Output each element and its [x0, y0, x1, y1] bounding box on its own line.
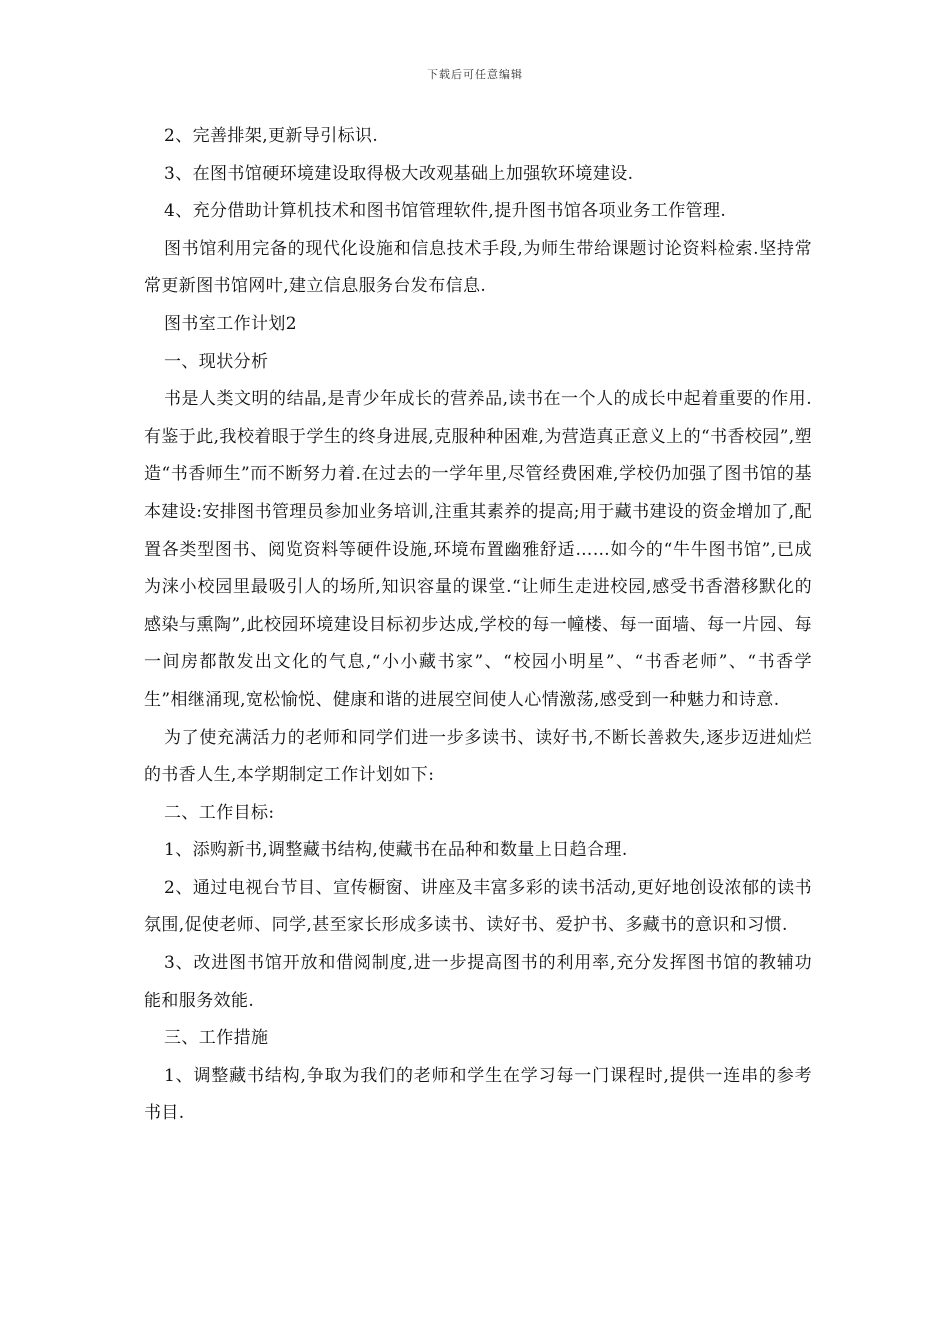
- paragraph-goal-1: 1、添购新书,调整藏书结构,使藏书在品种和数量上日趋合理.: [164, 840, 628, 861]
- paragraph-measure-1: 1、调整藏书结构,争取为我们的老师和学生在学习每一门课程时,提供一连串的参考书目.: [144, 1065, 812, 1124]
- paragraph-measure-3: 3、在图书馆硬环境建设取得极大改观基础上加强软环境建设.: [164, 163, 634, 184]
- heading-work-measures: 三、工作措施: [164, 1028, 269, 1049]
- section-title: 图书室工作计划2: [164, 313, 298, 334]
- heading-work-goals: 二、工作目标:: [164, 802, 275, 823]
- page-header: 下载后可任意编辑: [427, 68, 523, 81]
- paragraph-status-analysis: 书是人类文明的结晶,是青少年成长的营养品,读书在一个人的成长中起着重要的作用.有鉴于此,我校着眼于学生的终身进展,克服种种困难,为营造真正意义上的“书香校园”,塑造“书香师生”而不断努力着.在过去的一学年里,尽管经费困难,学校仍加强了图书馆的基本建设:安排图书管理员参加业务培训,注重其素养的提高;用于藏书建设的资金增加了,配置各类型图书、阅览资料等硬件设施,环境布置幽雅舒适……如今的“牛牛图书馆”,已成为涞小校园里最吸引人的场所,知识容量的课堂.“让师生走进校园,感受书香潜移默化的感染与熏陶”,此校园环境建设目标初步达成,学校的每一幢楼、每一面墙、每一片园、每一间房都散发出文化的气息,“小小藏书家”、“校园小明星”、“书香老师”、“书香学生”相继涌现,宽松愉悦、健康和谐的进展空间使人心情激荡,感受到一种魅力和诗意.: [144, 389, 812, 710]
- paragraph-library-services: 图书馆利用完备的现代化设施和信息技术手段,为师生带给课题讨论资料检索.坚持常常更新图书馆网叶,建立信息服务台发布信息.: [144, 238, 812, 297]
- paragraph-goal-2: 2、通过电视台节目、宣传橱窗、讲座及丰富多彩的读书活动,更好地创设浓郁的读书氛围,促使老师、同学,甚至家长形成多读书、读好书、爱护书、多藏书的意识和习惯.: [144, 877, 812, 936]
- paragraph-goal-3: 3、改进图书馆开放和借阅制度,进一步提高图书的利用率,充分发挥图书馆的教辅功能和服务效能.: [144, 953, 812, 1011]
- paragraph-plan-intro: 为了使充满活力的老师和同学们进一步多读书、读好书,不断长善救失,逐步迈进灿烂的书香人生,本学期制定工作计划如下:: [144, 727, 812, 786]
- paragraph-measure-2: 2、完善排架,更新导引标识.: [164, 126, 379, 146]
- heading-status-analysis: 一、现状分析: [164, 351, 269, 372]
- document-body: [144, 118, 812, 1133]
- paragraph-measure-4: 4、充分借助计算机技术和图书馆管理软件,提升图书馆各项业务工作管理.: [164, 201, 727, 222]
